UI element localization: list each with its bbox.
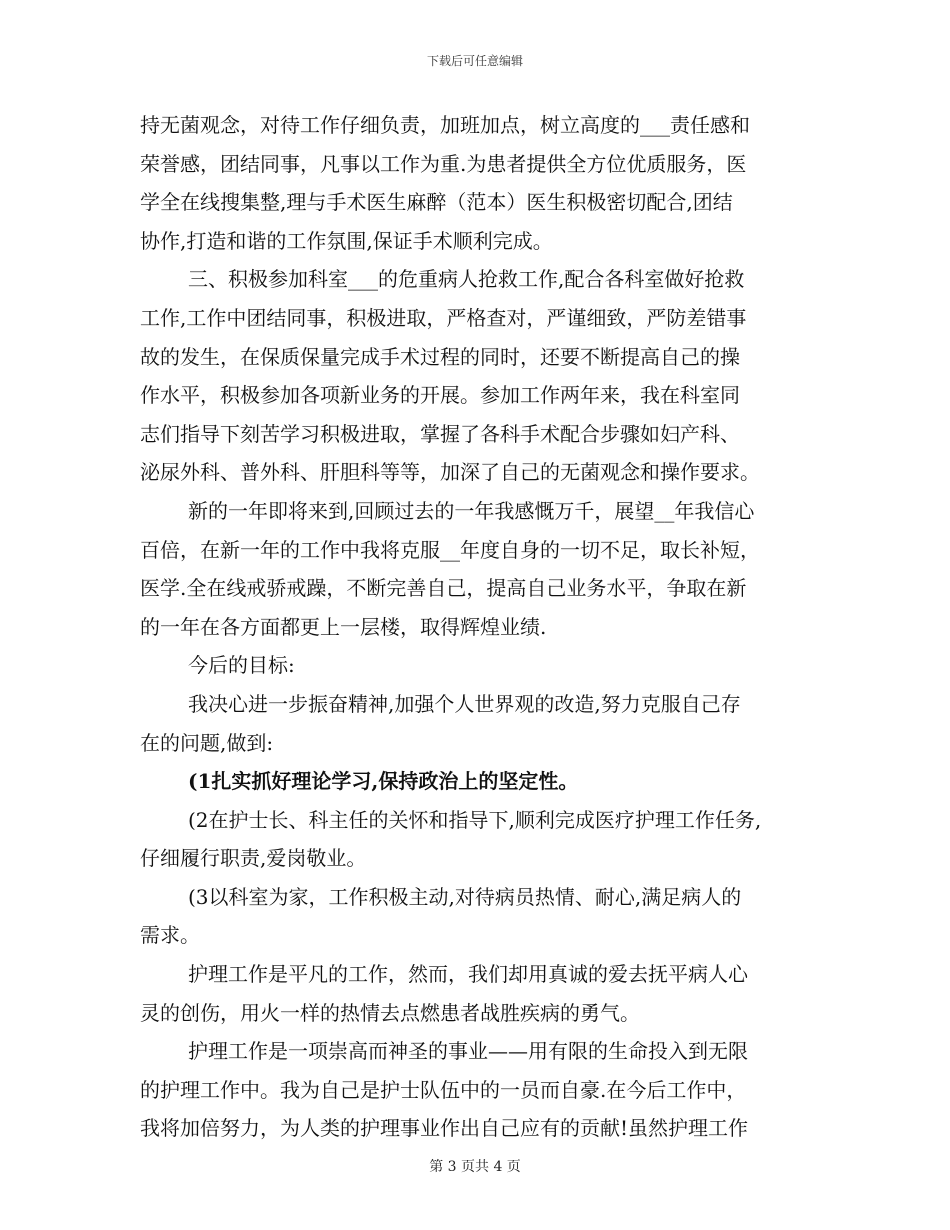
text-line: 今后的目标: xyxy=(188,653,295,678)
text-line: 医学.全在线戒骄戒躁，不断完善自己，提高自己业务水平，争取在新 xyxy=(140,576,747,601)
text-line: 在的问题,做到: xyxy=(140,730,274,755)
text-line: (2在护士长、科主任的关怀和指导下,顺利完成医疗护理工作任务, xyxy=(188,807,762,832)
text-line: 工作,工作中团结同事，积极进取，严格查对，严谨细致，严防差错事 xyxy=(140,305,747,330)
document-body xyxy=(140,106,820,1148)
text-line: 新的一年即将来到,回顾过去的一年我感慨万千，展望__年我信心 xyxy=(188,498,755,523)
text-line: 三、积极参加科室___的危重病人抢救工作,配合各科室做好抢救 xyxy=(188,267,745,292)
text-line: 的护理工作中。我为自己是护士队伍中的一员而自豪.在今后工作中， xyxy=(140,1077,747,1102)
text-line: 灵的创伤，用火一样的热情去点燃患者战胜疾病的勇气。 xyxy=(140,1000,640,1025)
text-line: 志们指导下刻苦学习积极进取，掌握了各科手术配合步骤如妇产科、 xyxy=(140,421,740,446)
text-line: 泌尿外科、普外科、肝胆科等等，加深了自己的无菌观念和操作要求。 xyxy=(140,460,760,485)
text-line: 护理工作是平凡的工作，然而，我们却用真诚的爱去抚平病人心 xyxy=(188,962,748,987)
text-line: 我将加倍努力，为人类的护理事业作出自己应有的贡献!虽然护理工作 xyxy=(140,1116,749,1141)
text-line: 护理工作是一项崇高而神圣的事业——用有限的生命投入到无限 xyxy=(188,1039,748,1064)
text-line: 需求。 xyxy=(140,923,200,948)
text-line: 故的发生，在保质保量完成手术过程的同时，还要不断提高自己的操 xyxy=(140,344,740,369)
text-line: 的一年在各方面都更上一层楼，取得辉煌业绩. xyxy=(140,614,547,639)
page-number: 第 3 页共 4 页 xyxy=(429,1159,521,1175)
text-line: 荣誉感，团结同事，凡事以工作为重.为患者提供全方位优质服务，医 xyxy=(140,151,747,176)
text-line: 学全在线搜集整,理与手术医生麻醉（范本）医生积极密切配合,团结 xyxy=(140,190,733,215)
text-line: 协作,打造和谐的工作氛围,保证手术顺利完成。 xyxy=(140,228,553,253)
text-line: 仔细履行职责,爱岗敬业。 xyxy=(140,846,367,871)
text-line: (1扎实抓好理论学习,保持政治上的坚定性。 xyxy=(188,769,579,794)
text-line: 我决心进一步振奋精神,加强个人世界观的改造,努力克服自己存 xyxy=(188,691,741,716)
text-line: 持无菌观念，对待工作仔细负责，加班加点，树立高度的___责任感和 xyxy=(140,113,750,137)
text-line: 作水平，积极参加各项新业务的开展。参加工作两年来，我在科室同 xyxy=(140,383,740,408)
page-header: 下载后可任意编辑 xyxy=(426,54,523,68)
text-line: (3以科室为家，工作积极主动,对待病员热情、耐心,满足病人的 xyxy=(188,884,742,909)
text-line: 百倍，在新一年的工作中我将克服__年度自身的一切不足，取长补短， xyxy=(140,537,760,562)
